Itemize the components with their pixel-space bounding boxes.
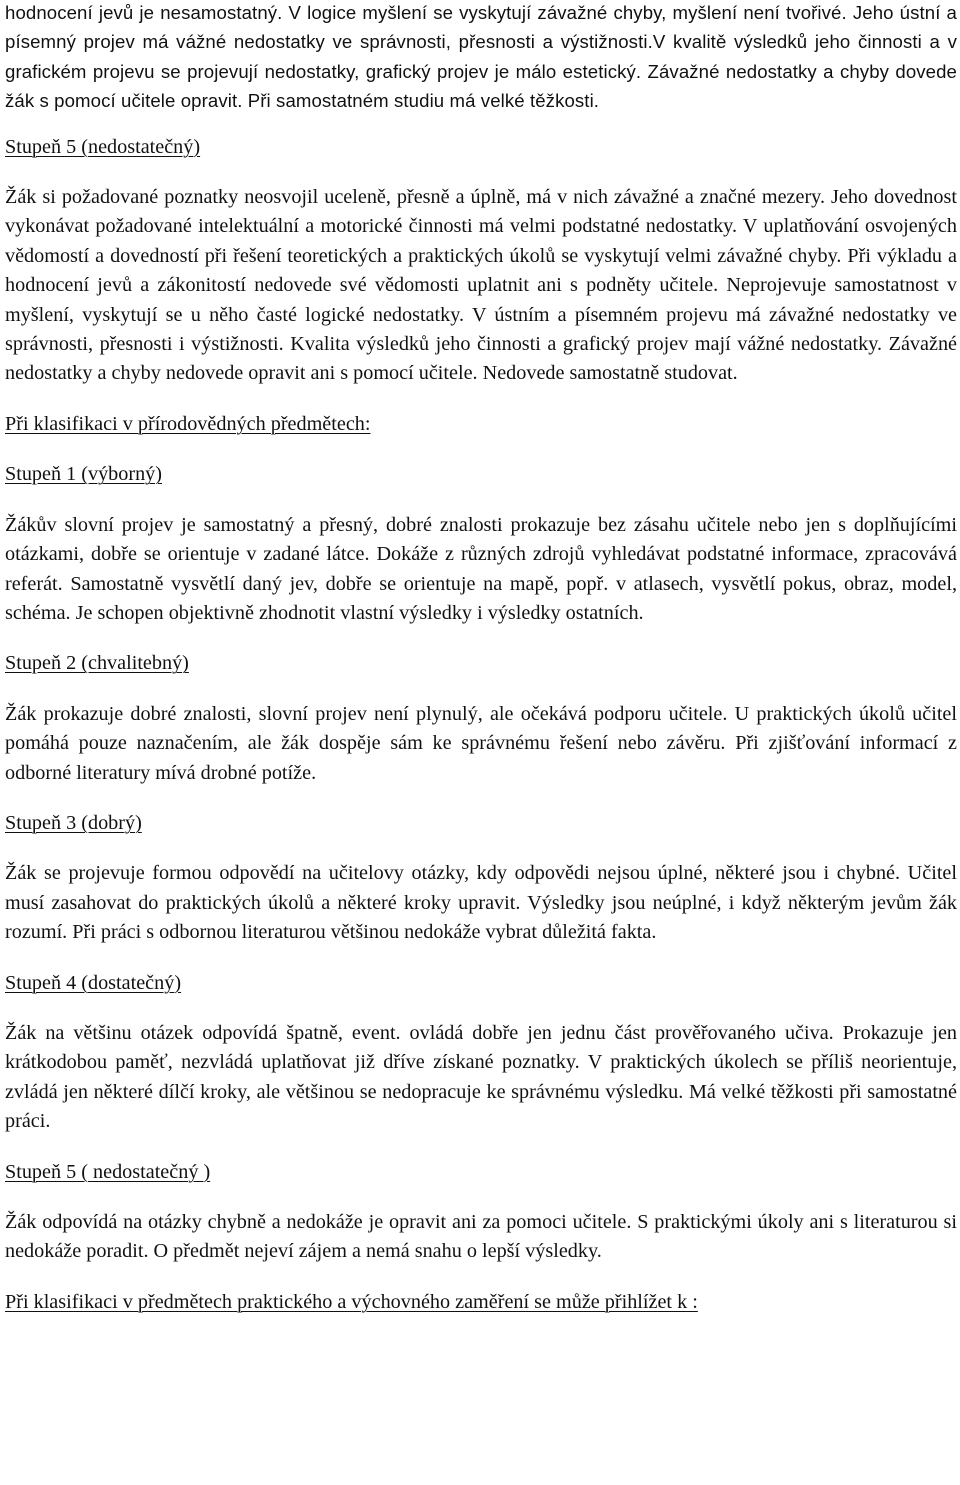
grade2-heading: Stupeň 2 (chvalitebný)	[5, 652, 189, 675]
grade5-paragraph: Žák odpovídá na otázky chybně a nedokáže je opravit ani za pomoci učitele. S praktickými úkoly ani s literaturou si nedokáže poradit. O předmět nejeví zájem a nemá snahu o lepší výsledky.	[5, 1211, 957, 1263]
grade4-heading: Stupeň 4 (dostatečný)	[5, 971, 182, 994]
grade3-heading: Stupeň 3 (dobrý)	[5, 811, 142, 834]
grade5-general-heading: Stupeň 5 (nedostatečný)	[5, 135, 201, 158]
top-fragment-paragraph: hodnocení jevů je nesamostatný. V logice myšlení se vyskytují závažné chyby, myšlení není tvořivé. Jeho ústní a písemný projev má vážné nedostatky ve správnosti, přesnosti a výstižnosti.V kvalitě výsledků jeho činnosti a v grafickém projevu se projevují nedostatky, grafický projev je málo estetický. Závažné nedostatky a chyby dovede žák s pomocí učitele opravit. Při samostatném studiu má velké těžkosti.	[5, 2, 957, 112]
grade1-heading: Stupeň 1 (výborný)	[5, 463, 162, 486]
grade3-paragraph: Žák se projevuje formou odpovědí na učitelovy otázky, kdy odpovědi nejsou úplné, některé jsou i chybné. Učitel musí zasahovat do praktických úkolů a některé kroky upravit. Výsledky jsou neúplné, i když některým jevům žák rozumí. Při práci s odbornou literaturou většinou nedokáže vybrat důležitá fakta.	[5, 862, 957, 944]
natural-sciences-intro: Při klasifikaci v přírodovědných předmětech:	[5, 412, 371, 435]
grade5-heading: Stupeň 5 ( nedostatečný )	[5, 1160, 211, 1183]
practical-subjects-intro: Při klasifikaci v předmětech praktického a výchovného zaměření se může přihlížet k :	[5, 1290, 698, 1313]
document-page	[5, 0, 957, 1317]
grade5-general-paragraph: Žák si požadované poznatky neosvojil uceleně, přesně a úplně, má v nich závažné a značné mezery. Jeho dovednost vykonávat požadované intelektuální a motorické činnosti má velmi podstatné nedostatky. V uplatňování osvojených vědomostí a dovedností při řešení teoretických a praktických úkolů se vyskytují velmi závažné chyby. Při výkladu a hodnocení jevů a zákonitostí nedovede své vědomosti uplatnit ani s podněty učitele. Neprojevuje samostatnost v myšlení, vyskytují se u něho časté logické nedostatky. V ústním a písemném projevu má závažné nedostatky ve správnosti, přesnosti i výstižnosti. Kvalita výsledků jeho činnosti a grafický projev mají vážné nedostatky. Závažné nedostatky a chyby nedovede opravit ani s pomocí učitele. Nedovede samostatně studovat.	[5, 186, 957, 385]
grade2-paragraph: Žák prokazuje dobré znalosti, slovní projev není plynulý, ale očekává podporu učitele. U praktických úkolů učitel pomáhá pouze naznačením, ale žák dospěje sám ke správnému řešení nebo závěru. Při zjišťování informací z odborné literatury mívá drobné potíže.	[5, 702, 957, 784]
grade1-paragraph: Žákův slovní projev je samostatný a přesný, dobré znalosti prokazuje bez zásahu učitele nebo jen s doplňujícími otázkami, dobře se orientuje v zadané látce. Dokáže z různých zdrojů vyhledávat podstatné informace, zpracovává referát. Samostatně vysvětlí daný jev, dobře se orientuje na mapě, popř. v atlasech, vysvětlí pokus, obraz, model, schéma. Je schopen objektivně zhodnotit vlastní výsledky i výsledky ostatních.	[5, 513, 957, 624]
grade4-paragraph: Žák na většinu otázek odpovídá špatně, event. ovládá dobře jen jednu část prověřovaného učiva. Prokazuje jen krátkodobou paměť, nezvládá uplatňovat již dříve získané poznatky. V praktických úkolech se příliš neorientuje, zvládá jen některé dílčí kroky, ale většinou se nedopracuje ke správnému výsledku. Má velké těžkosti při samostatné práci.	[5, 1021, 957, 1133]
